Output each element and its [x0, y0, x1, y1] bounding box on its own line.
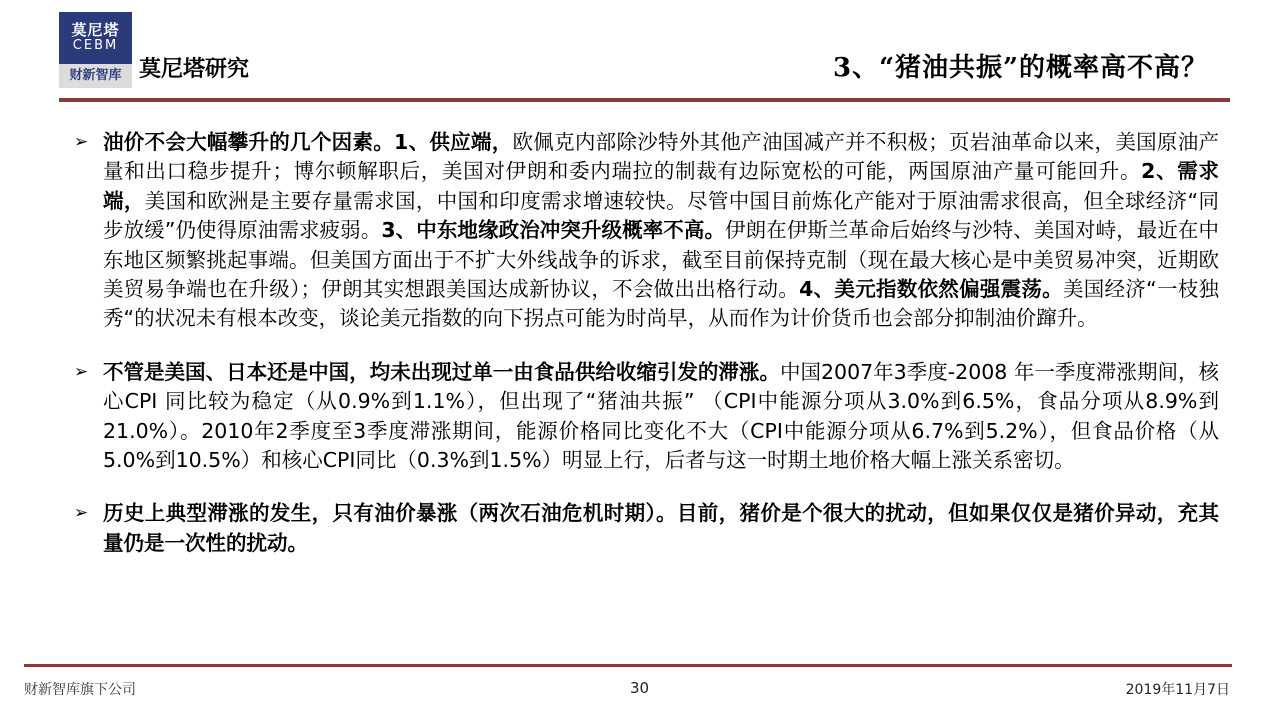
bullet-text: 美国经济“一枝独秀“的状况未有根本改变，谈论美元指数的向下拐点可能为时尚早，从而作为计价货币也会部分抑制油价蹿升。	[103, 277, 1219, 331]
arrow-bullet-icon: ➢	[74, 361, 89, 382]
footer-divider	[24, 664, 1232, 667]
bullet-text-bold: 3、中东地缘政治冲突升级概率不高。	[381, 218, 726, 243]
footer-date: 2019年11月7日	[1125, 682, 1230, 698]
bullet-item	[74, 358, 1219, 476]
bullet-text-bold: 2、需求端，	[103, 159, 1219, 213]
bullet-text-bold: 不管是美国、日本还是中国，均未出现过单一由食品供给收缩引发的滞涨。	[103, 359, 780, 384]
bullet-item	[74, 499, 1219, 558]
header-divider	[59, 98, 1230, 102]
cebm-logo	[59, 12, 132, 88]
arrow-bullet-icon: ➢	[74, 132, 89, 152]
arrow-bullet-icon: ➢	[74, 503, 89, 524]
bullet-text: 欧佩克内部除沙特外其他产油国减产并不积极；页岩油革命以来，美国原油产量和出口稳步提升；博尔顿解职后，美国对伊朗和委内瑞拉的制裁有边际宽松的可能，两国原油产量可能回升。	[103, 130, 1219, 184]
bullet-text-bold: 历史上典型滞涨的发生，只有油价暴涨（两次石油危机时期）。目前，猪价是个很大的扰动，但如果仅仅是猪价异动，充其量仍是一次性的扰动。	[103, 501, 1219, 555]
logo-subtitle: 财新智库	[59, 64, 132, 88]
bullet-item	[74, 128, 1219, 334]
bullet-text-bold: 油价不会大幅攀升的几个因素。1、供应端，	[103, 130, 513, 154]
bullet-text: 伊朗在伊斯兰革命后始终与沙特、美国对峙，最近在中东地区频繁挑起事端。但美国方面出于不扩大外线战争的诉求，截至目前保持克制（现在最大核心是中美贸易冲突，近期欧美贸易争端也在升级）；伊朗其实想跟美国达成新协议，不会做出出格行动。	[103, 218, 1220, 302]
page-number: 30	[630, 679, 650, 697]
logo-navy-block	[59, 12, 132, 64]
brand-name: 莫尼塔研究	[139, 56, 250, 82]
logo-name-cn: 莫尼塔	[71, 21, 120, 39]
slide-content	[74, 128, 1219, 582]
footer-company: 财新智库旗下公司	[24, 682, 136, 698]
logo-name-en: CEBM	[72, 38, 119, 53]
bullet-text: 美国和欧洲是主要存量需求国，中国和印度需求增速较快。尽管中国目前炼化产能对于原油需求很高，但全球经济“同步放缓”仍使得原油需求疲弱。	[103, 188, 1219, 243]
bullet-text: 中国2007年3季度-2008 年一季度滞涨期间，核心CPI 同比较为稳定（从0.9%到1.1%），但出现了“猪油共振” （CPI中能源分项从3.0%到6.5%，食品分项从8.9%到21.0%）。2010年2季度至3季度滞涨期间，能源价格同比变化不大（CPI中能源分项从6.7%到5.2%），但食品价格（从5.0%到10.5%）和核心CPI同比（0.3%到1.5%）明显上行，后者与这一时期土地价格大幅上涨关系密切。	[103, 359, 1219, 473]
slide-title: 3、“猪油共振”的概率高不高？	[832, 53, 1208, 83]
bullet-text-bold: 4、美元指数依然偏强震荡。	[799, 277, 1063, 302]
